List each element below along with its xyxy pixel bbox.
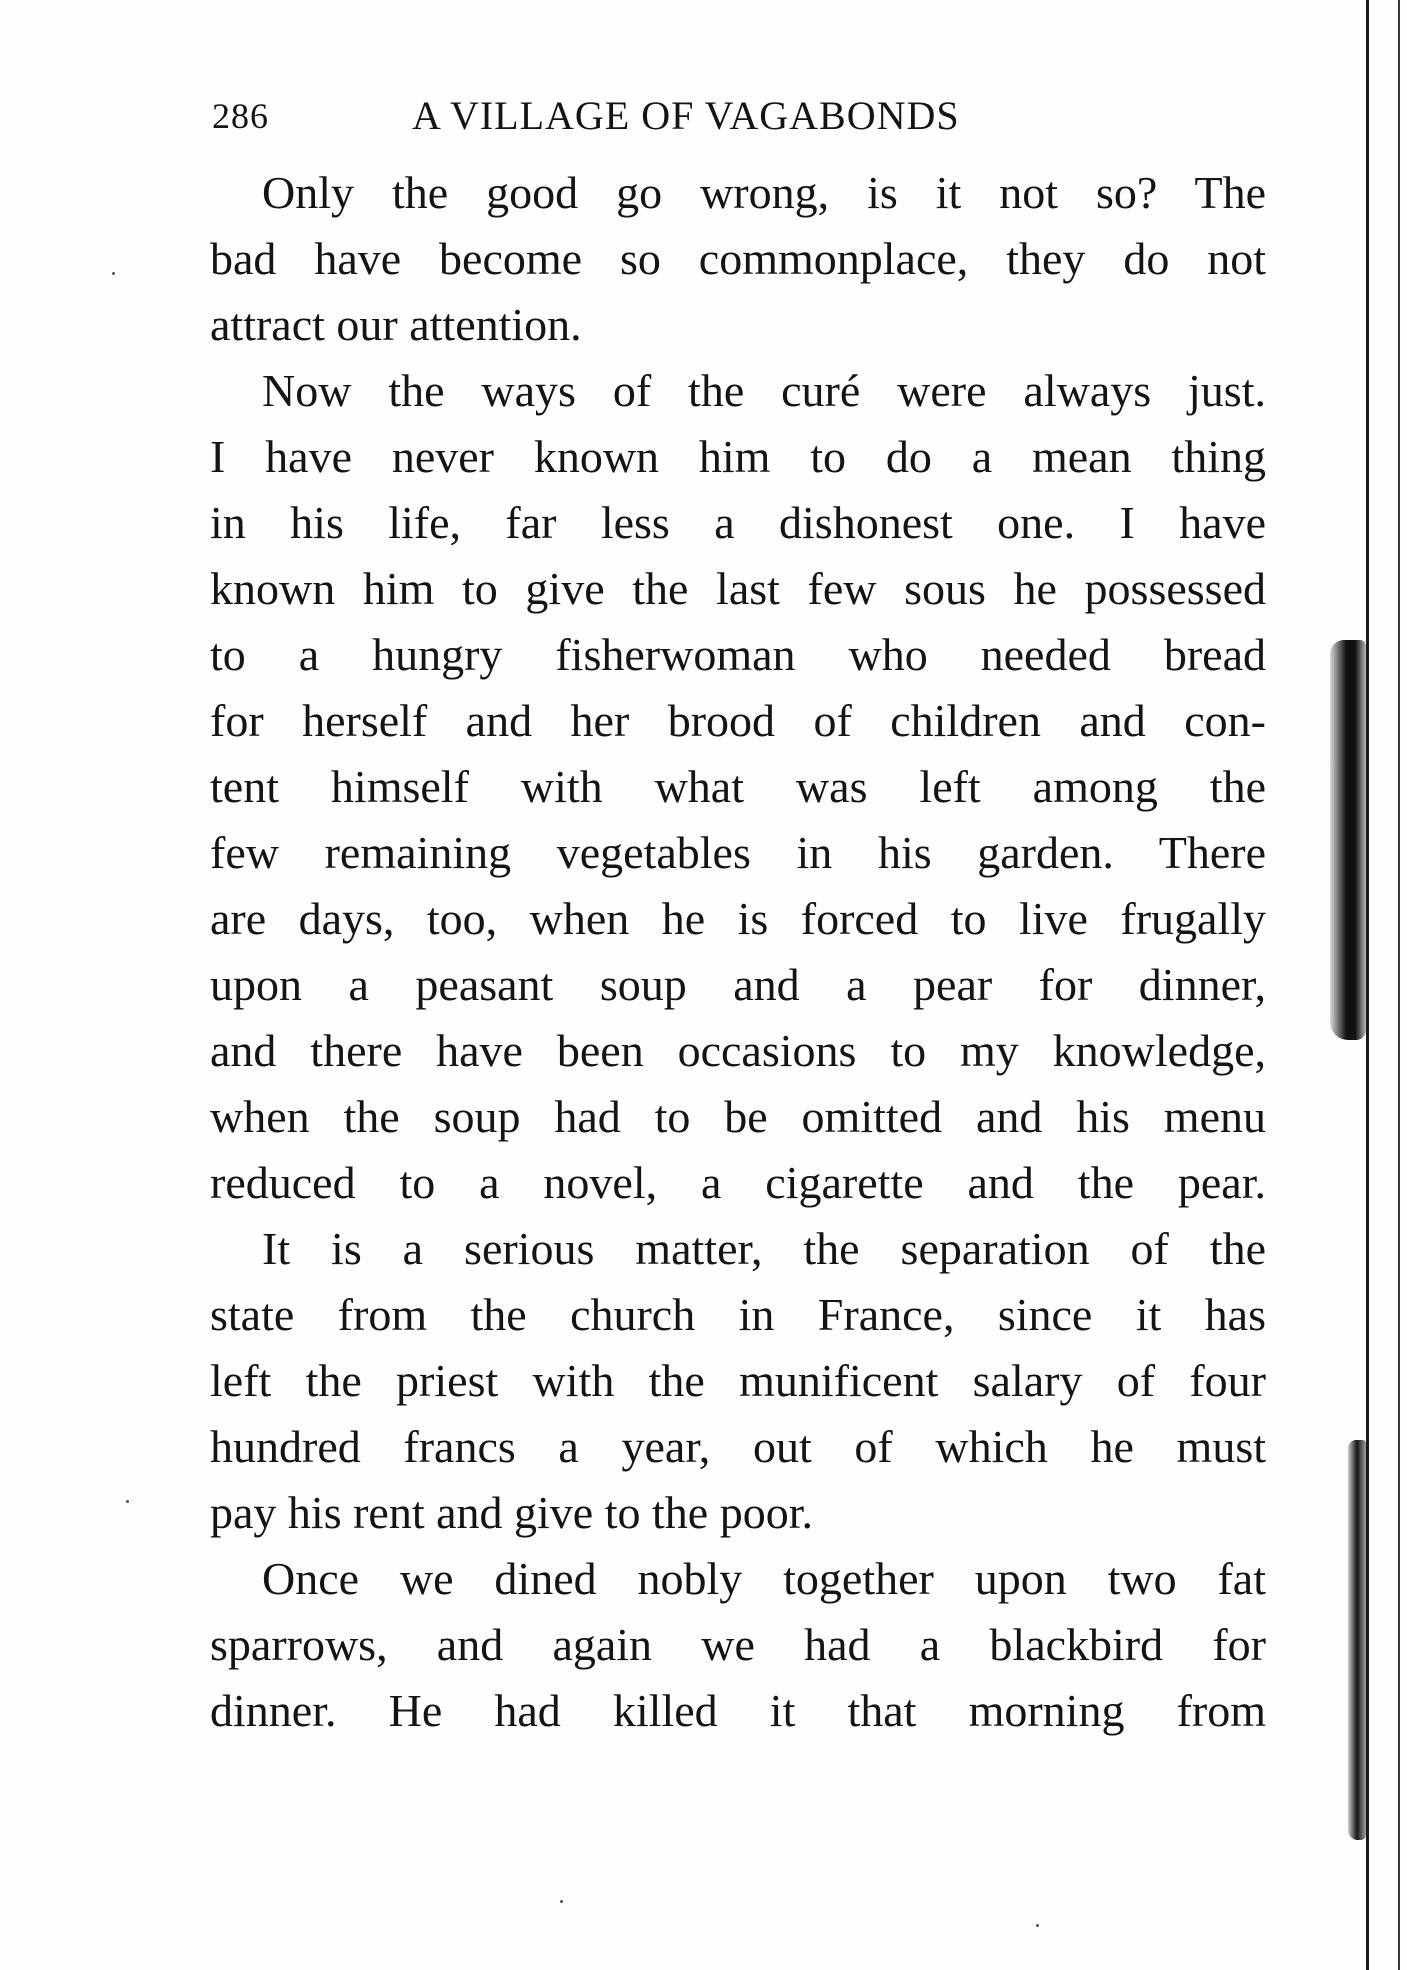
text-line: Now the ways of the curé were always just. [262,365,1266,416]
text-line: are days, too, when he is forced to live frugally [210,893,1266,944]
running-title: A VILLAGE OF VAGABONDS [412,93,960,138]
binding-edge-shadow [1366,0,1369,1970]
text-line: for herself and her brood of children and con- [210,695,1266,746]
text-line: I have never known him to do a mean thing [210,431,1266,482]
text-line: It is a serious matter, the separation of the [262,1223,1266,1274]
text-line: Only the good go wrong, is it not so? The [262,167,1266,218]
scan-speck [112,272,115,275]
text-line: state from the church in France, since it has [210,1289,1266,1340]
text-line: bad have become so commonplace, they do not [210,233,1266,284]
text-line: sparrows, and again we had a blackbird for [210,1619,1266,1670]
scan-smudge [1330,640,1366,1040]
text-line: hundred francs a year, out of which he must [210,1421,1266,1472]
text-line: few remaining vegetables in his garden. There [210,827,1266,878]
text-line: upon a peasant soup and a pear for dinner, [210,959,1266,1010]
text-line: reduced to a novel, a cigarette and the pear. [210,1157,1266,1208]
binding-edge-shadow [1398,0,1400,1970]
running-head [212,86,1262,146]
page-number: 286 [212,96,269,136]
text-line: attract our attention. [210,299,582,350]
text-line: and there have been occasions to my knowledge, [210,1025,1266,1076]
scan-speck [560,1900,563,1903]
scan-speck [126,1500,129,1503]
text-line: pay his rent and give to the poor. [210,1487,813,1538]
text-line: when the soup had to be omitted and his menu [210,1091,1266,1142]
text-line: left the priest with the munificent salary of four [210,1355,1266,1406]
text-line: Once we dined nobly together upon two fat [262,1553,1266,1604]
text-line: dinner. He had killed it that morning from [210,1685,1266,1736]
text-line: tent himself with what was left among the [210,761,1266,812]
scan-smudge [1348,1440,1366,1840]
body-text [210,160,1266,1744]
text-line: in his life, far less a dishonest one. I have [210,497,1266,548]
text-line: to a hungry fisherwoman who needed bread [210,629,1266,680]
text-line: known him to give the last few sous he possessed [210,563,1266,614]
scan-speck [1036,1924,1039,1927]
